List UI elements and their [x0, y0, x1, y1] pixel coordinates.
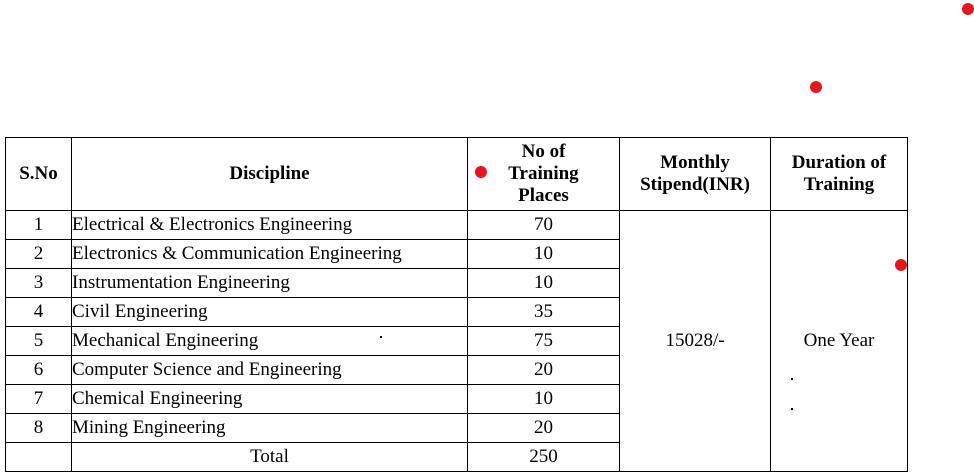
header-places — [468, 138, 620, 211]
row-sno: 4 — [6, 298, 72, 327]
red-marker-dot — [962, 3, 974, 15]
header-duration — [771, 138, 908, 211]
red-marker-dot — [810, 81, 822, 93]
total-value: 250 — [468, 443, 620, 472]
header-stipend — [620, 138, 771, 211]
duration-cell: One Year — [771, 211, 908, 472]
row-discipline: Mining Engineering — [72, 414, 468, 443]
row-sno: 7 — [6, 385, 72, 414]
row-discipline: Civil Engineering — [72, 298, 468, 327]
row-discipline: Mechanical Engineering — [72, 327, 468, 356]
row-discipline: Electronics & Communication Engineering — [72, 240, 468, 269]
training-places-table — [5, 137, 908, 472]
row-places: 20 — [468, 356, 620, 385]
header-duration-label: Duration of Training — [791, 152, 887, 195]
total-label: Total — [72, 443, 468, 472]
row-sno: 2 — [6, 240, 72, 269]
header-places-label: No of Training Places — [508, 141, 579, 206]
table-header-row — [6, 138, 908, 211]
row-places: 70 — [468, 211, 620, 240]
row-sno: 5 — [6, 327, 72, 356]
row-sno: 1 — [6, 211, 72, 240]
row-places: 10 — [468, 269, 620, 298]
table-row — [6, 211, 908, 240]
row-discipline: Electrical & Electronics Engineering — [72, 211, 468, 240]
row-places: 10 — [468, 385, 620, 414]
row-places: 10 — [468, 240, 620, 269]
stipend-cell: 15028/- — [620, 211, 771, 472]
header-discipline: Discipline — [72, 138, 468, 211]
row-discipline: Computer Science and Engineering — [72, 356, 468, 385]
row-places: 20 — [468, 414, 620, 443]
total-blank-cell — [6, 443, 72, 472]
header-sno: S.No — [6, 138, 72, 211]
header-stipend-label: Monthly Stipend(INR) — [640, 152, 750, 195]
row-places: 75 — [468, 327, 620, 356]
row-discipline: Instrumentation Engineering — [72, 269, 468, 298]
row-places: 35 — [468, 298, 620, 327]
row-sno: 8 — [6, 414, 72, 443]
row-sno: 6 — [6, 356, 72, 385]
row-sno: 3 — [6, 269, 72, 298]
row-discipline: Chemical Engineering — [72, 385, 468, 414]
